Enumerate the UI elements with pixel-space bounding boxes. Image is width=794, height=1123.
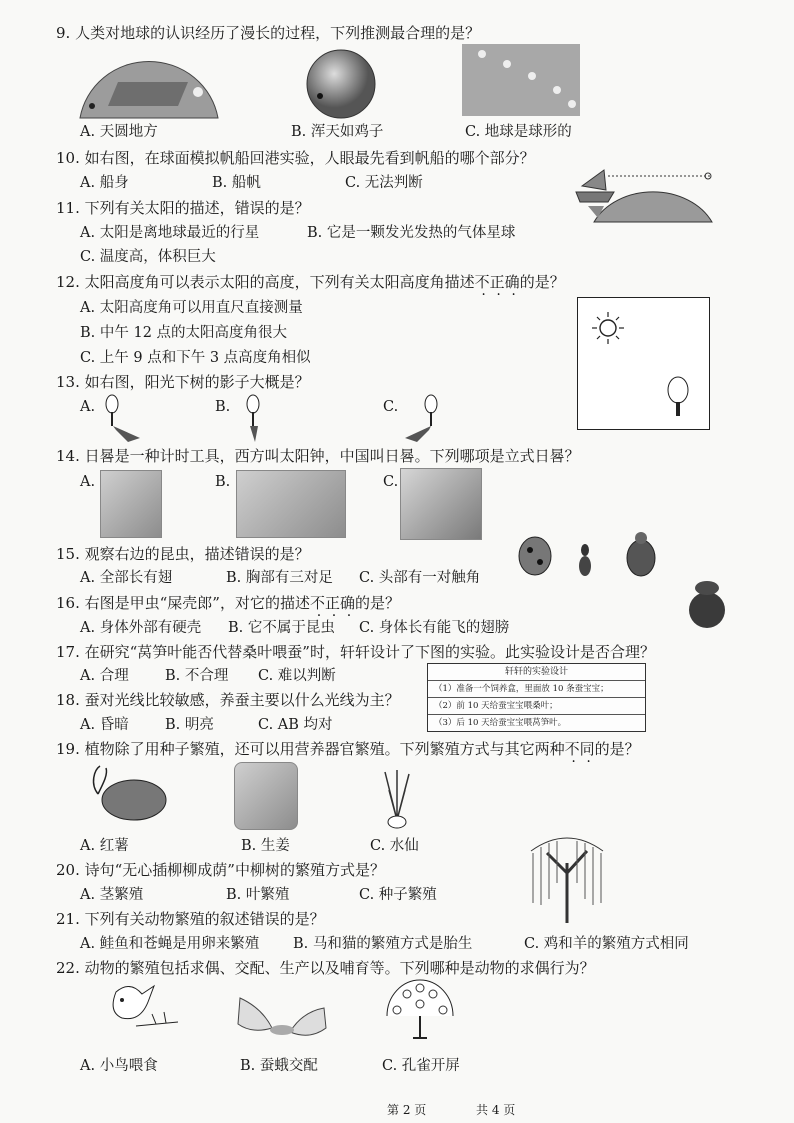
q13-option-b[interactable]: B. xyxy=(215,399,231,415)
silkmoth-mating-image xyxy=(232,988,332,1042)
q21-stem: 21. 下列有关动物繁殖的叙述错误的是？ xyxy=(56,910,325,928)
q20-option-b[interactable]: B. 叶繁殖 xyxy=(226,887,290,903)
page-total: 共 4 页 xyxy=(476,1103,516,1117)
q10-option-c[interactable]: C. 无法判断 xyxy=(345,175,423,191)
q12-option-c[interactable]: C. 上午 9 点和下午 3 点高度角相似 xyxy=(80,350,311,366)
experiment-step-2: （2）前 10 天给蚕宝宝喂桑叶； xyxy=(428,697,645,714)
q20-option-a[interactable]: A. 茎繁殖 xyxy=(80,887,144,903)
q20-stem: 20. 诗句“无心插柳柳成荫”中柳树的繁殖方式是？ xyxy=(56,861,385,879)
flat-earth-image xyxy=(78,48,220,120)
q15-option-a[interactable]: A. 全部长有翅 xyxy=(80,570,173,586)
q21-option-a[interactable]: A. 鲑鱼和苍蝇是用卵来繁殖 xyxy=(80,936,260,952)
q19-option-a[interactable]: A. 红薯 xyxy=(80,838,129,854)
ginger-image xyxy=(234,762,298,830)
q22-option-b[interactable]: B. 蚕蛾交配 xyxy=(240,1058,318,1074)
q9-option-a[interactable]: A. 天圆地方 xyxy=(80,124,158,140)
peacock-image xyxy=(383,976,457,1052)
q14-option-a[interactable]: A. xyxy=(80,474,96,490)
insects-image xyxy=(510,524,678,584)
q22-option-c[interactable]: C. 孔雀开屏 xyxy=(382,1058,460,1074)
q14-stem: 14. 日晷是一种计时工具，西方叫太阳钟，中国叫日晷。下列哪项是立式日晷？ xyxy=(56,447,580,465)
q13-stem: 13. 如右图，阳光下树的影子大概是？ xyxy=(56,373,310,391)
sundial-c-image xyxy=(400,468,482,540)
q19-option-c[interactable]: C. 水仙 xyxy=(370,838,419,854)
q20-option-c[interactable]: C. 种子繁殖 xyxy=(359,887,437,903)
sailboat-globe-image xyxy=(574,162,714,224)
tree-shadow-b-image xyxy=(238,394,268,444)
q12-stem: 12. 太阳高度角可以表示太阳的高度，下列有关太阳高度角描述不正确的是？ xyxy=(56,273,565,291)
q17-option-c[interactable]: C. 难以判断 xyxy=(258,668,336,684)
egg-universe-image xyxy=(306,48,376,120)
q18-stem: 18. 蚕对光线比较敏感，养蚕主要以什么光线为主？ xyxy=(56,691,400,709)
q16-option-b[interactable]: B. 它不属于昆虫 xyxy=(228,620,335,636)
q14-option-b[interactable]: B. xyxy=(215,474,231,490)
q11-stem: 11. 下列有关太阳的描述，错误的是？ xyxy=(56,199,310,217)
q10-stem: 10. 如右图，在球面模拟帆船回港实验，人眼最先看到帆船的哪个部分？ xyxy=(56,149,535,167)
bird-feeding-image xyxy=(96,982,180,1044)
tree-shadow-c-image xyxy=(395,394,445,444)
q11-option-b[interactable]: B. 它是一颗发光发热的气体星球 xyxy=(307,225,516,241)
q11-option-c[interactable]: C. 温度高，体积巨大 xyxy=(80,249,216,265)
q9-stem: 9. 人类对地球的认识经历了漫长的过程，下列推测最合理的是？ xyxy=(56,24,481,42)
q12-option-b[interactable]: B. 中午 12 点的太阳高度角很大 xyxy=(80,325,288,341)
q13-option-c[interactable]: C. xyxy=(383,399,399,415)
q18-option-a[interactable]: A. 昏暗 xyxy=(80,717,129,733)
q19-stem: 19. 植物除了用种子繁殖，还可以用营养器官繁殖。下列繁殖方式与其它两种不同的是？ xyxy=(56,740,640,758)
sweet-potato-image xyxy=(84,764,170,822)
earth-round-image xyxy=(462,44,580,116)
q15-stem: 15. 观察右边的昆虫，描述错误的是？ xyxy=(56,545,310,563)
q16-option-c[interactable]: C. 身体长有能飞的翅膀 xyxy=(359,620,510,636)
q17-option-b[interactable]: B. 不合理 xyxy=(165,668,229,684)
q11-option-a[interactable]: A. 太阳是离地球最近的行星 xyxy=(80,225,260,241)
q17-stem: 17. 在研究“莴笋叶能否代替桑叶喂蚕”时，轩轩设计了下图的实验。此实验设计是否合理？ xyxy=(56,643,655,661)
q12-option-a[interactable]: A. 太阳高度角可以用直尺直接测量 xyxy=(80,300,303,316)
q22-option-a[interactable]: A. 小鸟喂食 xyxy=(80,1058,158,1074)
willow-tree-image xyxy=(527,833,607,925)
q21-option-b[interactable]: B. 马和猫的繁殖方式是胎生 xyxy=(293,936,473,952)
q18-option-b[interactable]: B. 明亮 xyxy=(165,717,214,733)
q9-option-b[interactable]: B. 浑天如鸡子 xyxy=(291,124,384,140)
sun-icon xyxy=(578,298,709,429)
sundial-b-image xyxy=(236,470,346,538)
tree-shadow-a-image xyxy=(100,394,150,444)
q16-option-a[interactable]: A. 身体外部有硬壳 xyxy=(80,620,202,636)
q17-option-a[interactable]: A. 合理 xyxy=(80,668,129,684)
experiment-title: 轩轩的实验设计 xyxy=(504,667,568,677)
q22-stem: 22. 动物的繁殖包括求偶、交配、生产以及哺育等。下列哪种是动物的求偶行为？ xyxy=(56,959,595,977)
q19-option-b[interactable]: B. 生姜 xyxy=(241,838,290,854)
dung-beetle-image xyxy=(683,578,731,630)
q18-option-c[interactable]: C. AB 均对 xyxy=(258,717,333,733)
q15-option-c[interactable]: C. 头部有一对触角 xyxy=(359,570,481,586)
sundial-a-image xyxy=(100,470,162,538)
sun-tree-diagram xyxy=(577,297,710,430)
q16-stem: 16. 右图是甲虫“屎壳郎”，对它的描述不正确的是？ xyxy=(56,594,401,612)
q15-option-b[interactable]: B. 胸部有三对足 xyxy=(226,570,333,586)
q10-option-b[interactable]: B. 船帆 xyxy=(212,175,261,191)
page-number: 第 2 页 xyxy=(387,1103,427,1117)
q13-option-a[interactable]: A. xyxy=(80,399,96,415)
experiment-step-1: （1）准备一个饲养盒，里面放 10 条蚕宝宝； xyxy=(428,680,645,697)
experiment-step-3: （3）后 10 天给蚕宝宝喂莴笋叶。 xyxy=(428,714,645,731)
narcissus-image xyxy=(375,760,419,830)
q10-option-a[interactable]: A. 船身 xyxy=(80,175,129,191)
q21-option-c[interactable]: C. 鸡和羊的繁殖方式相同 xyxy=(524,936,689,952)
q14-option-c[interactable]: C. xyxy=(383,474,399,490)
q9-option-c[interactable]: C. 地球是球形的 xyxy=(465,124,572,140)
experiment-design-table xyxy=(427,663,646,732)
